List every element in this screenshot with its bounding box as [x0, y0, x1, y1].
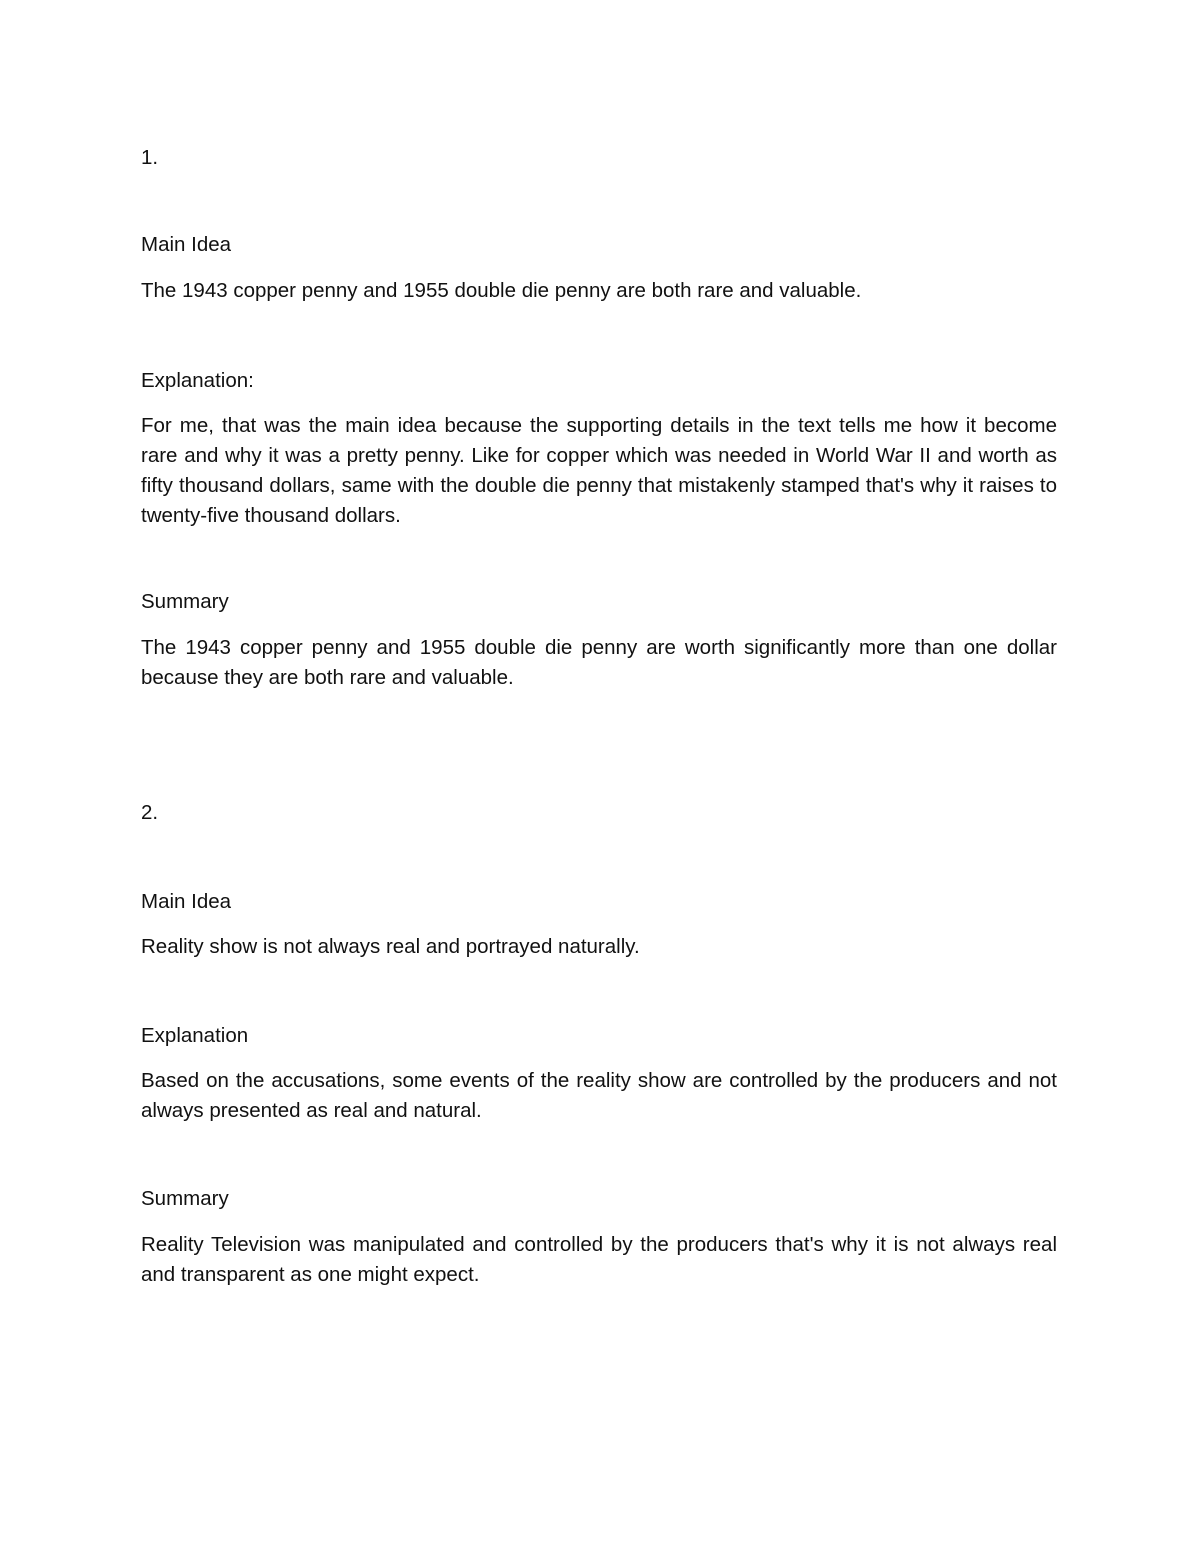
explanation-text: Based on the accusations, some events of the reality show are controlled by the producers and not always presented as real and natural. [141, 1069, 1057, 1122]
main-idea-heading: Main Idea [141, 890, 232, 913]
section-number: 1. [141, 146, 159, 169]
main-idea-text: The 1943 copper penny and 1955 double die penny are both rare and valuable. [141, 279, 862, 302]
explanation-text: For me, that was the main idea because the supporting details in the text tells me how it become rare and why it was a pretty penny. Like for copper which was needed in World War II and worth as fifty thousand dollars, same with the double die penny that mistakenly stamped that's why it raises to twenty-five thousand dollars. [141, 414, 1057, 527]
main-idea-heading: Main Idea [141, 233, 232, 256]
summary-heading: Summary [141, 1187, 229, 1210]
section-number: 2. [141, 801, 159, 824]
summary-text: Reality Television was manipulated and controlled by the producers that's why it is not always real and transparent as one might expect. [141, 1233, 1057, 1286]
summary-text: The 1943 copper penny and 1955 double die penny are worth significantly more than one dollar because they are both rare and valuable. [141, 636, 1057, 689]
explanation-heading: Explanation: [141, 369, 254, 392]
explanation-heading: Explanation [141, 1024, 249, 1047]
summary-heading: Summary [141, 590, 229, 613]
main-idea-text: Reality show is not always real and portrayed naturally. [141, 935, 640, 958]
